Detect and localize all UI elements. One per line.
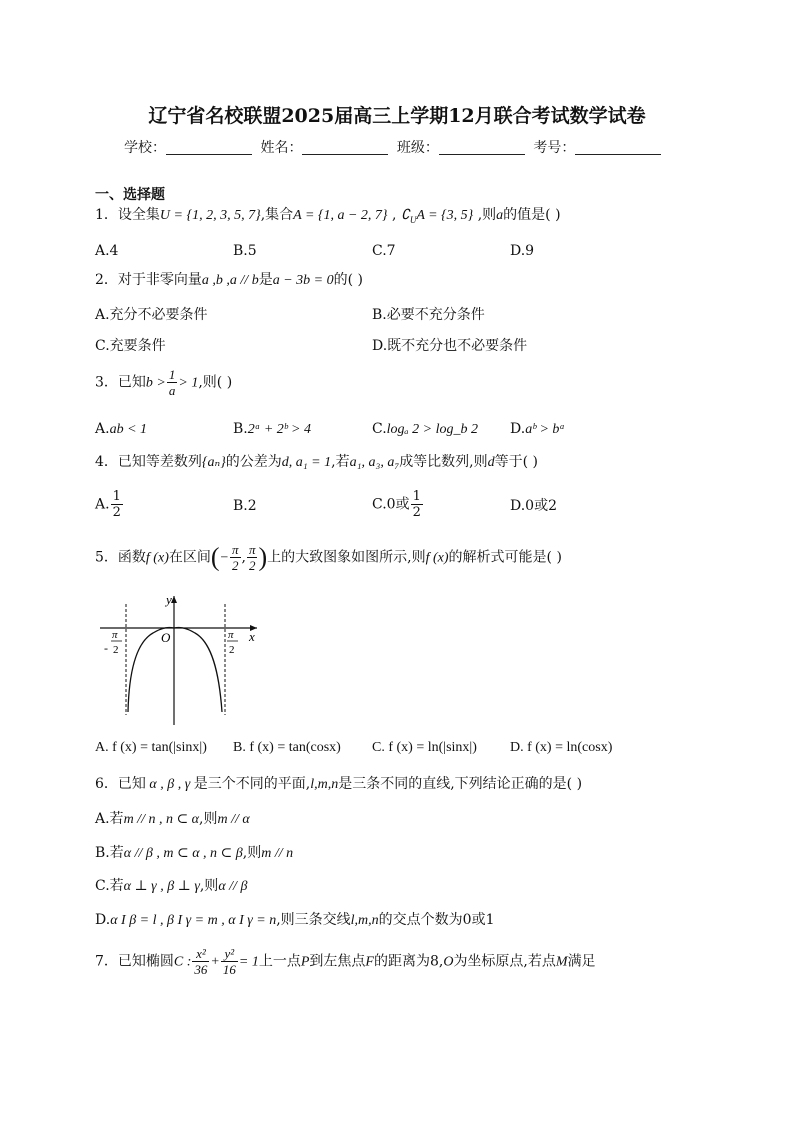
q1-option-b[interactable]: B.5 (233, 243, 257, 259)
q5-option-a[interactable]: A. f (x) = tan(|sinx|) (95, 740, 207, 755)
q4-option-d[interactable]: D.0或2 (510, 498, 557, 514)
y-axis-arrow (171, 596, 177, 603)
q1-option-c[interactable]: C.7 (372, 243, 396, 259)
q2-option-b[interactable]: B.必要不充分条件 (372, 307, 485, 323)
function-graph (95, 590, 265, 730)
q5-option-b[interactable]: B. f (x) = tan(cosx) (233, 740, 341, 755)
name-blank[interactable] (302, 140, 388, 155)
question-5: 5．函数f (x)在区间(− $\frac{\pi}{2}$ , $\frac{\pi}{2}$ )上的大致图象如图所示,则f (x)的解析式可能是( ) (95, 542, 562, 573)
q6-option-a[interactable]: A.若m // n , n ⊂ α,则m // α (95, 811, 250, 827)
pos-two: 2 (229, 644, 235, 656)
page-title: 辽宁省名校联盟2025届高三上学期12月联合考试数学试卷 (148, 105, 646, 127)
class-blank[interactable] (439, 140, 525, 155)
q3-option-b[interactable]: B.2ᵃ + 2ᵇ > 4 (233, 421, 311, 437)
id-label: 考号： (533, 140, 576, 156)
question-2: 2．对于非零向量a ,b ,a // b是a − 3b = 0的( ) (95, 272, 363, 288)
school-blank[interactable] (166, 140, 252, 155)
q2-option-c[interactable]: C.充要条件 (95, 338, 166, 354)
q2-option-a[interactable]: A.充分不必要条件 (95, 307, 208, 323)
neg-sign: - (104, 641, 108, 655)
section-heading: 一、选择题 (95, 187, 165, 203)
question-3: 3．已知b > $\frac{1}{a}$ > 1,则( ) (95, 367, 233, 398)
q4-option-a[interactable]: A. $\frac{1}{2}$ (95, 489, 121, 520)
neg-pi: π (112, 629, 118, 641)
origin-label: O (161, 630, 171, 645)
question-7: 7．已知椭圆C : $\frac{\text{x²}}{36}$ + $\frac{\text{y²}}{16}$ = 1上一点P到左焦点F的距离为8,O为坐标原点,若点M满足 (95, 946, 596, 977)
q6-option-c[interactable]: C.若α ⊥ γ , β ⊥ γ,则α // β (95, 878, 248, 894)
q3-option-d[interactable]: D.aᵇ > bᵃ (510, 421, 565, 437)
q4-option-b[interactable]: B.2 (233, 498, 257, 514)
q1-option-d[interactable]: D.9 (510, 243, 535, 259)
q2-option-d[interactable]: D.既不充分也不必要条件 (372, 338, 528, 354)
q6-option-b[interactable]: B.若α // β , m ⊂ α , n ⊂ β,则m // n (95, 845, 294, 861)
q3-option-a[interactable]: A.ab < 1 (95, 421, 148, 437)
student-info-line (124, 137, 665, 157)
question-4: 4．已知等差数列{aₙ}的公差为d, a₁ = 1,若a₁, a₃, a₇成等比数列,则d等于( ) (95, 454, 539, 470)
neg-two: 2 (113, 644, 119, 656)
id-blank[interactable] (575, 140, 661, 155)
x-axis-label: x (249, 629, 255, 644)
question-number: 1． (95, 207, 118, 223)
q1-option-a[interactable]: A.4 (95, 243, 119, 259)
pos-pi: π (228, 629, 234, 641)
name-label: 姓名： (260, 140, 303, 156)
q4-option-c[interactable]: C.0或 $\frac{1}{2}$ (372, 489, 421, 520)
q3-option-c[interactable]: C.logₐ 2 > log_b 2 (372, 421, 478, 437)
y-axis-label: y (166, 592, 172, 607)
q6-option-d[interactable]: D.α I β = l , β I γ = m , α I γ = n,则三条交线l,m,n的交点个数为0或1 (95, 912, 495, 928)
question-6: 6．已知 α , β , γ 是三个不同的平面,l,m,n是三条不同的直线,下列结论正确的是( ) (95, 776, 583, 792)
school-label: 学校： (124, 140, 166, 156)
question-1: 1．设全集U = {1, 2, 3, 5, 7},集合A = {1, a − 2, 7} , $∁_UA = \{3$, 5} ,则a的值是( ) (95, 207, 561, 225)
curve (128, 628, 222, 712)
q5-option-d[interactable]: D. f (x) = ln(cosx) (510, 740, 613, 755)
q5-option-c[interactable]: C. f (x) = ln(|sinx|) (372, 740, 477, 755)
class-label: 班级： (396, 140, 439, 156)
